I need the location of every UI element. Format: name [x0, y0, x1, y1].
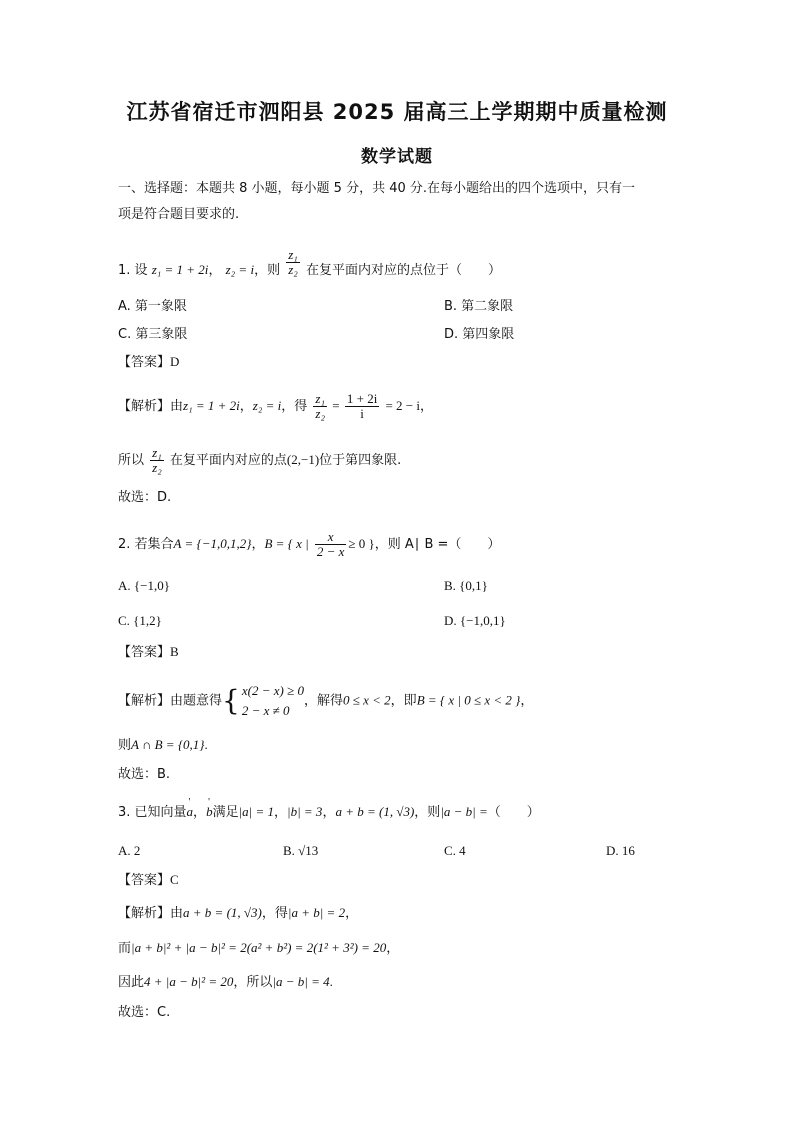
q3-cond2: |b| = 3 — [287, 804, 323, 819]
q1-analysis2-a: 所以 — [118, 453, 145, 468]
q1-option-d: D. 第四象限 — [444, 327, 515, 342]
q1-analysis1-b: z₁ = 1 + 2i — [183, 398, 240, 413]
q1-analysis-line1: 【解析】由z₁ = 1 + 2i，z₂ = i，得 $\frac{\text{z₁}}{\text{z₂}}$ = $\frac{1 + 2i}{i}$ = 2 − i， — [118, 391, 433, 421]
q2-analysis1-f: ， — [520, 693, 534, 709]
q2-analysis-line2 — [118, 736, 208, 755]
q3-stem-suffix: （ ） — [487, 805, 540, 820]
q2-analysis1-a: 由题意得 — [170, 693, 223, 709]
q1-analysis1-g: ， — [419, 399, 433, 414]
q2-system: x(2 − x) ≥ 0 2 − x ≠ 0 — [241, 683, 304, 718]
q1-analysis1-d: z₂ = i — [252, 398, 282, 413]
q3-analysis3-c: ，所以 — [233, 975, 273, 990]
q3-analysis2-b: |a + b|² + |a − b|² = 2(a² + b²) = 2(1² + 3²) = 20 — [131, 940, 387, 955]
q3-analysis1-c: ，得 — [261, 906, 288, 921]
q2-set-a: A = {−1,0,1,2} — [173, 536, 252, 551]
q2-answer — [118, 643, 179, 662]
q2-analysis-label: 【解析】 — [118, 693, 171, 709]
q3-cond1: |a| = 1 — [238, 804, 274, 819]
q1-stem: 1. 设 z₁ = 1 + 2i， z₂ = i，则 $\frac{\text{z₁}}{\text{z₂}}$ 在复平面内对应的点位于（ ） — [118, 247, 501, 278]
q3-stem-then: ，则 — [414, 805, 441, 820]
q2-analysis2-a: 则 — [118, 738, 132, 753]
q2-answer-label: 【答案】 — [118, 645, 171, 660]
q2-option-d: D. {−1,0,1} — [444, 613, 506, 628]
q1-analysis-frac3: $\frac{\text{z₁}}{\text{z₂}}$ — [152, 445, 162, 475]
q2-set-b-pre: B = { x | — [264, 536, 309, 551]
q2-answer-value: B — [170, 644, 179, 659]
q1-fraction: $\frac{\text{z₁}}{\text{z₂}}$ — [288, 247, 298, 277]
q3-analysis2-a: 而 — [118, 941, 132, 956]
q3-analysis1-d: |a + b| = 2 — [287, 905, 346, 920]
section-instructions-line2: 项是符合题目要求的. — [118, 207, 240, 222]
q3-analysis-line3 — [118, 973, 333, 992]
q1-z1: z₁ = 1 + 2i — [151, 262, 209, 277]
q1-stem-then: ，则 — [254, 263, 281, 278]
q1-analysis2-b: 在复平面内对应的点 — [169, 453, 287, 468]
q1-analysis2-point: (2,−1) — [286, 452, 320, 467]
q3-stem: 3. 已知向量' a，' b满足|a| = 1，|b| = 3，a + b = (1, √3)，则|a − b| =（ ） — [118, 803, 540, 822]
q3-analysis1-b: a + b = (1, √3) — [183, 905, 262, 920]
q2-analysis1-c: 0 ≤ x < 2 — [342, 692, 391, 708]
q1-option-b: B. 第二象限 — [444, 299, 514, 314]
q1-z2: z₂ = i — [225, 262, 255, 277]
q1-stem-prefix: 1. 设 — [118, 263, 148, 278]
q3-analysis3-b: 4 + |a − b|² = 20 — [144, 974, 234, 989]
q1-conclusion: 故选：D. — [118, 490, 172, 505]
q3-analysis1-e: ， — [345, 906, 359, 921]
q1-analysis-label: 【解析】 — [118, 399, 171, 414]
q3-option-d: D. 16 — [606, 843, 635, 858]
q1-answer-value: D — [170, 354, 180, 369]
q3-analysis3-e: . — [329, 974, 333, 989]
q1-answer — [118, 353, 179, 372]
q2-analysis1-e: B = { x | 0 ≤ x < 2 } — [416, 692, 521, 708]
document-title: 江苏省宿迁市泗阳县 2025 届高三上学期期中质量检测 — [126, 100, 668, 124]
q3-answer-value: C — [170, 872, 179, 887]
q3-analysis3-a: 因此 — [118, 975, 145, 990]
q3-analysis-line1 — [118, 904, 358, 923]
q1-analysis-frac2: $\frac{1 + 2i}{i}$ — [346, 391, 378, 421]
q3-analysis2-c: ， — [386, 941, 400, 956]
q2-stem-suffix: ，则 A∣ B =（ ） — [374, 537, 501, 552]
q2-option-a: A. {−1,0} — [118, 578, 170, 593]
q2-analysis2-b: A ∩ B = {0,1} — [131, 737, 205, 752]
q2-stem — [118, 530, 500, 559]
q2-set-b-post: ≥ 0 } — [348, 536, 375, 551]
q3-cond3: a + b = (1, √3) — [335, 804, 415, 819]
q1-analysis1-f: = 2 − i — [385, 398, 420, 413]
q3-stem-satisfy: 满足 — [212, 805, 239, 820]
q3-answer-label: 【答案】 — [118, 873, 171, 888]
q3-stem-ask: |a − b| = — [440, 804, 488, 819]
q3-analysis-label: 【解析】 — [118, 906, 171, 921]
q1-option-c: C. 第三象限 — [118, 327, 188, 342]
q2-option-b: B. {0,1} — [444, 578, 488, 593]
q3-analysis3-d: |a − b| = 4 — [272, 974, 330, 989]
q3-answer — [118, 871, 179, 890]
q1-analysis-line2 — [118, 446, 401, 475]
document-subtitle: 数学试题 — [361, 147, 433, 167]
q3-conclusion: 故选：C. — [118, 1005, 171, 1020]
q3-vector-b: ' b — [206, 803, 213, 821]
section-instructions-line1: 一、选择题：本题共 8 小题，每小题 5 分，共 40 分.在每小题给出的四个选项中，只有一 — [118, 181, 636, 196]
q2-conclusion: 故选：B. — [118, 767, 171, 782]
q1-analysis1-e: ，得 — [281, 399, 308, 414]
q1-analysis-frac1: $\frac{\text{z₁}}{\text{z₂}}$ — [315, 391, 326, 421]
q3-option-a: A. 2 — [118, 843, 141, 858]
q3-analysis-line2 — [118, 939, 399, 958]
q3-analysis1-a: 由 — [170, 906, 184, 921]
q3-stem-prefix: 3. 已知向量 — [118, 805, 187, 820]
q2-set-b-frac: $\frac{x}{2 - x}$ — [316, 529, 345, 559]
q2-stem-prefix: 2. 若集合 — [118, 537, 174, 552]
q1-answer-label: 【答案】 — [118, 355, 171, 370]
q1-option-a: A. 第一象限 — [118, 299, 187, 314]
q2-stem-mid: ， — [251, 537, 265, 552]
q1-analysis1-c: ， — [239, 399, 253, 414]
q3-option-b: B. √13 — [283, 843, 319, 858]
q3-vector-a: ' a — [187, 803, 194, 821]
q1-analysis1-a: 由 — [170, 399, 184, 414]
q1-analysis2-c: 位于第四象限. — [319, 453, 402, 468]
q3-option-c: C. 4 — [444, 843, 466, 858]
q2-analysis2-c: . — [204, 737, 208, 752]
q2-analysis1-b: ，解得 — [303, 693, 343, 709]
q1-stem-suffix: 在复平面内对应的点位于（ ） — [305, 263, 501, 278]
q2-option-c: C. {1,2} — [118, 613, 162, 628]
q3-stem-comma: ， — [193, 805, 207, 820]
q2-analysis-line1: 【解析】由题意得{ x(2 − x) ≥ 0 2 − x ≠ 0 ，解得0 ≤ x < 2，即B = { x | 0 ≤ x < 2 }， — [118, 681, 533, 721]
q2-analysis1-d: ，即 — [390, 693, 417, 709]
